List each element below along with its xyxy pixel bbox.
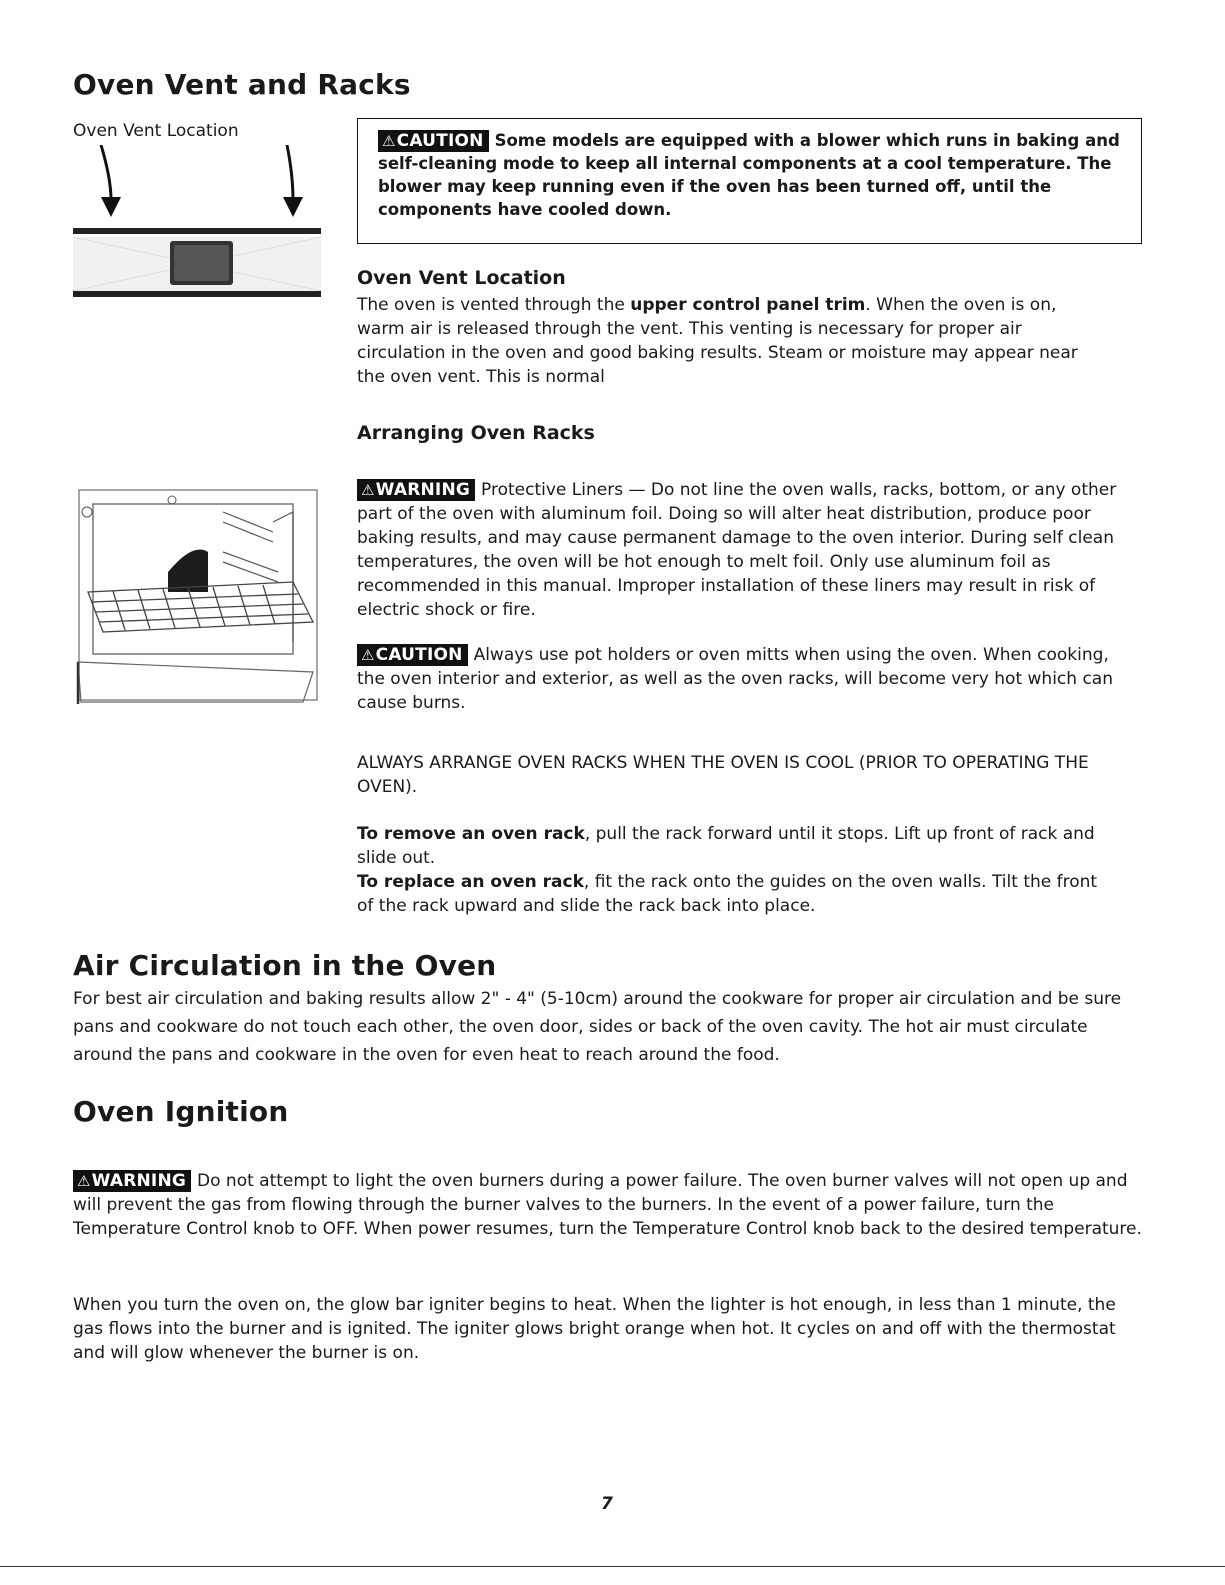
page-number: 7 [601,1494,613,1514]
air-section-text: For best air circulation and baking results allow 2" - 4" (5-10cm) around the cookware for proper air circulation and be sure pans and cookware do not touch each other, the oven door, sides or back of the oven cavity. The hot air must circulate around the pans and cookware in the oven for even heat to reach around the food. [73,989,1122,1065]
rack-replace-text: To replace an oven rack, fit the rack onto the guides on the oven walls. Tilt the front of the rack upward and slide the rack back into place. [357,872,1098,916]
vent-section-text: The oven is vented through the upper control panel trim. When the oven is on, warm air is released through the vent. This venting is necessary for proper air circulation in the oven and good baking results. Steam or moisture may appear near the oven vent. This is normal [357,295,1078,387]
caution-badge: ⚠CAUTION [357,644,468,666]
rack-remove-text: To remove an oven rack, pull the rack forward until it stops. Lift up front of rack and slide out. [357,824,1095,868]
warning-badge: ⚠WARNING [357,479,475,501]
left-arrow-icon [101,145,121,217]
vent-figure-caption: Oven Vent Location [73,121,239,141]
page-title: Oven Vent and Racks [73,68,411,101]
warning-triangle-icon: ⚠ [382,132,396,150]
racks-always-text: ALWAYS ARRANGE OVEN RACKS WHEN THE OVEN IS COOL (PRIOR TO OPERATING THE OVEN). [357,753,1089,797]
caution-badge: ⚠CAUTION [378,130,489,152]
oven-rack-illustration [73,482,323,707]
ignition-warning-paragraph: ⚠WARNING Do not attempt to light the oven burners during a power failure. The oven burner valves will not open up and will prevent the gas from flowing through the burner valves to the burners. In the event of a power failure, turn the Temperature Control knob to OFF. When power resumes, turn the Temperature Control knob back to the desired temperature. [73,1171,1142,1239]
oven-vent-illustration [73,145,323,300]
vent-section-heading: Oven Vent Location [357,267,566,289]
racks-warning-paragraph: ⚠WARNING Protective Liners — Do not line the oven walls, racks, bottom, or any other part of the oven with aluminum foil. Doing so will alter heat distribution, produce poor baking results, and may cause permanent damage to the oven interior. During self clean temperatures, the oven will be hot enough to melt foil. Only use aluminum foil as recommended in this manual. Improper installation of these liners may result in risk of electric shock or fire. [357,480,1117,620]
air-section-heading: Air Circulation in the Oven [73,949,497,982]
blower-caution-box [357,118,1142,244]
racks-caution-paragraph: ⚠CAUTION Always use pot holders or oven mitts when using the oven. When cooking, the oven interior and exterior, as well as the oven racks, will become very hot which can cause burns. [357,645,1113,713]
warning-triangle-icon: ⚠ [361,646,375,664]
warning-triangle-icon: ⚠ [361,481,375,499]
warning-badge: ⚠WARNING [73,1170,191,1192]
ignition-section-heading: Oven Ignition [73,1095,289,1128]
racks-section-heading: Arranging Oven Racks [357,422,595,444]
right-arrow-icon [283,145,303,217]
page-bottom-rule [0,1566,1225,1567]
blower-caution-text: Some models are equipped with a blower which runs in baking and self-cleaning mode to keep all internal components at a cool temperature. The blower may keep running even if the oven has been turned off, until the components have cooled down. [378,131,1120,219]
ignition-text: When you turn the oven on, the glow bar igniter begins to heat. When the lighter is hot enough, in less than 1 minute, the gas flows into the burner and is ignited. The igniter glows bright orange when hot. It cycles on and off with the thermostat and will glow whenever the burner is on. [73,1295,1116,1363]
warning-triangle-icon: ⚠ [77,1172,91,1190]
